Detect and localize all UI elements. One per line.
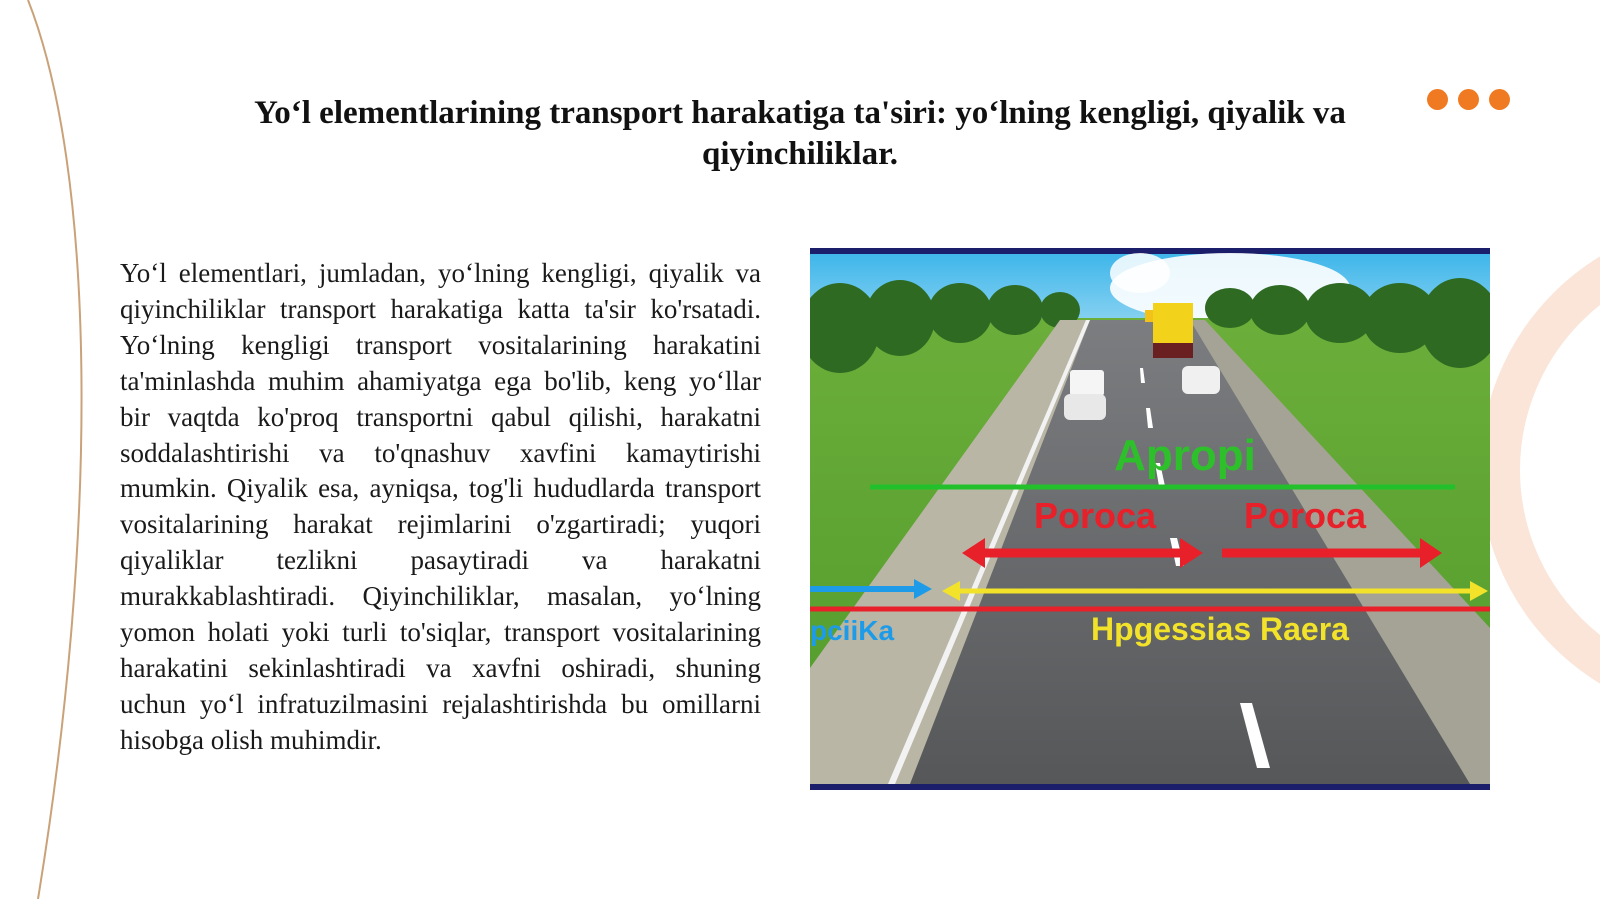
label-bottom: Hpgessias Raera <box>1091 611 1349 647</box>
slide-title: Yo‘l elementlarining transport harakatiga ta'siri: yo‘lning kengligi, qiyalik va qiyinchiliklar. <box>254 95 1346 172</box>
road-illustration <box>810 248 1490 790</box>
left-decorative-arc <box>0 0 120 899</box>
right-decorative-ring <box>1490 0 1600 899</box>
label-poroca-right: Poroca <box>1243 495 1367 536</box>
label-poroca-left: Poroca <box>1033 495 1157 536</box>
body-paragraph: Yo‘l elementlari, jumladan, yo‘lning kengligi, qiyalik va qiyinchiliklar transport harakatiga katta ta'sir ko'rsatadi. Yo‘lning kengligi transport vositalarining harakatini ta'minlashda muhim ahamiyatga ega bo'lib, keng yo‘llar bir vaqtda ko'proq transportni qabul qilishi, harakatni soddalashtirishi va to'qnashuv xavfini kamaytirishi mumkin. Qiyalik esa, ayniqsa, tog'li hududlarda transport vositalarining harakat rejimlarini o'zgartiradi; yuqori qiyaliklar tezlikni pasaytiradi va harakatni murakkablashtiradi. Qiyinchiliklar, masalan, yo‘lning yomon holati yoki turli to'siqlar, transport vositalarining harakatini sekinlashtiradi va xavfni oshiradi, shuning uchun yo‘l infratuzilmasini rejalashtirishda bu omillarni hisobga olish muhimdir. <box>120 258 761 755</box>
label-left-edge: pciiKa <box>810 615 895 646</box>
orange-dot-2 <box>1458 89 1479 110</box>
label-apropi: Apropi <box>1114 431 1256 480</box>
decorative-dots <box>1427 89 1510 110</box>
orange-dot-3 <box>1489 89 1510 110</box>
orange-dot-1 <box>1427 89 1448 110</box>
